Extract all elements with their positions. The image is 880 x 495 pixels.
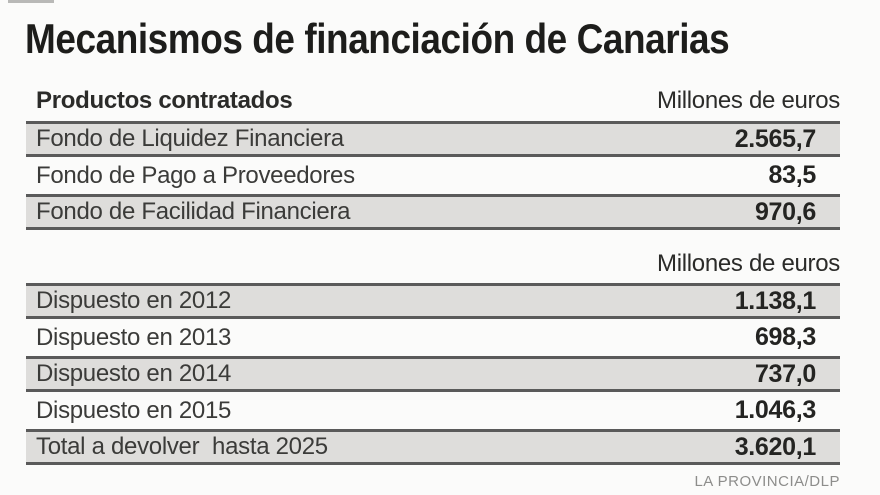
page-title: Mecanismos de financiación de Canarias [25, 15, 730, 62]
table-row [26, 429, 840, 465]
row-value: 83,5 [768, 161, 816, 189]
column-header-units: Millones de euros [657, 87, 840, 114]
row-label: Dispuesto en 2012 [36, 287, 232, 314]
column-header-row [26, 87, 840, 121]
table-row [26, 194, 840, 230]
row-value: 1.046,3 [734, 396, 816, 424]
column-header-products: Productos contratados [36, 87, 293, 114]
row-label: Total a devolver hasta 2025 [36, 433, 328, 460]
row-label: Dispuesto en 2014 [36, 360, 232, 387]
row-label: Dispuesto en 2013 [36, 323, 232, 351]
row-value: 2.565,7 [734, 124, 816, 153]
table-body [26, 121, 840, 230]
row-value: 970,6 [754, 197, 816, 226]
table-row [26, 392, 840, 429]
row-value: 698,3 [754, 323, 816, 351]
table-row [26, 157, 840, 194]
table-section-products [26, 87, 840, 465]
table-body-2 [26, 283, 840, 465]
row-label: Fondo de Liquidez Financiera [36, 125, 344, 152]
row-label: Fondo de Facilidad Financiera [36, 198, 351, 225]
table-row [26, 319, 840, 356]
row-label: Fondo de Pago a Proveedores [36, 161, 355, 189]
table-row [26, 121, 840, 157]
row-value: 737,0 [754, 359, 816, 388]
top-edge-mark [8, 0, 54, 3]
column-header-row-2 [26, 250, 840, 283]
column-header-units-2: Millones de euros [657, 250, 840, 277]
row-value: 3.620,1 [734, 432, 816, 461]
table-row [26, 356, 840, 392]
row-value: 1.138,1 [734, 286, 816, 315]
row-label: Dispuesto en 2015 [36, 396, 232, 424]
table-row [26, 283, 840, 319]
source-credit: LA PROVINCIA/DLP [694, 473, 840, 490]
